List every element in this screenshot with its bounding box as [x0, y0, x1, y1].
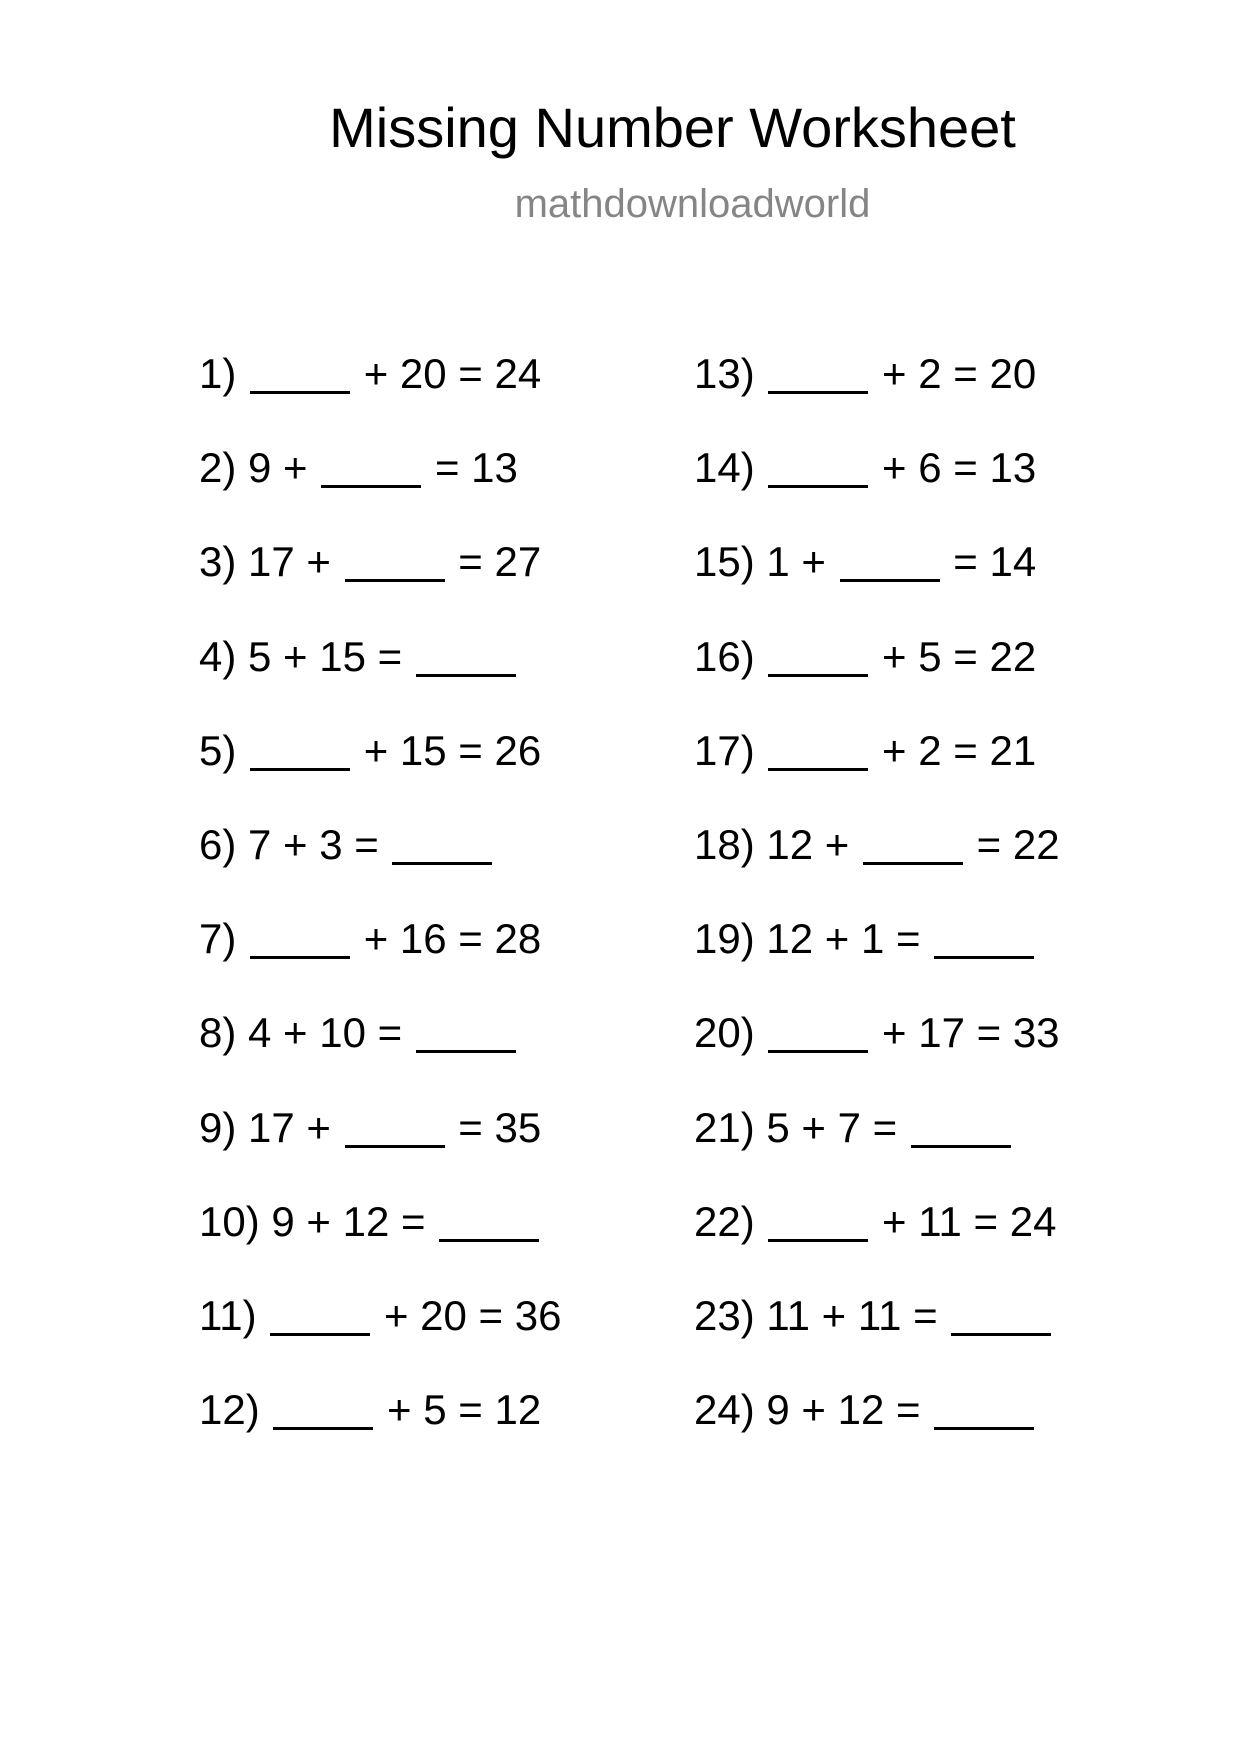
problem-column-left — [199, 344, 561, 1474]
problem-item — [199, 627, 561, 721]
problem-number: 3) — [199, 538, 237, 586]
problem-item — [199, 438, 561, 532]
equation-part: = 22 — [976, 820, 1060, 868]
equation-part: = 35 — [458, 1103, 542, 1151]
answer-blank[interactable] — [768, 727, 868, 771]
problem-number: 1) — [199, 350, 237, 397]
equation-part: 5 + 7 = — [766, 1103, 898, 1151]
problem-number: 8) — [199, 1009, 237, 1057]
problem-number: 24) — [694, 1386, 755, 1434]
equation-part: 17 + — [248, 1103, 331, 1151]
equation-part: + 11 = 24 — [882, 1197, 1057, 1245]
equation-part: + 6 = 13 — [882, 444, 1037, 492]
equation-part: 7 + 3 = — [248, 820, 379, 868]
problem-item — [199, 909, 561, 1003]
problem-number: 23) — [694, 1291, 755, 1339]
problem-number: 21) — [694, 1103, 755, 1151]
problem-number: 7) — [199, 915, 237, 963]
problem-number: 22) — [694, 1197, 755, 1245]
equation-part: + 2 = 20 — [882, 350, 1037, 397]
problem-number: 9) — [199, 1103, 237, 1151]
equation-part: 9 + 12 = — [271, 1197, 426, 1245]
equation-part: + 20 = 36 — [383, 1291, 562, 1339]
answer-blank[interactable] — [768, 444, 868, 488]
problem-item — [694, 1003, 1060, 1097]
problem-item — [694, 909, 1060, 1003]
answer-blank[interactable] — [863, 821, 963, 865]
equation-part: = 27 — [458, 538, 542, 586]
problem-item — [694, 1192, 1060, 1286]
equation-part: + 20 = 24 — [363, 350, 542, 397]
answer-blank[interactable] — [768, 1009, 868, 1053]
equation-part: + 16 = 28 — [363, 915, 542, 963]
problem-item — [199, 1192, 561, 1286]
equation-part: = 13 — [434, 444, 518, 492]
answer-blank[interactable] — [392, 821, 492, 865]
problem-item — [199, 815, 561, 909]
problem-item — [199, 1003, 561, 1097]
answer-blank[interactable] — [934, 1386, 1034, 1430]
equation-part: = 14 — [953, 538, 1037, 586]
answer-blank[interactable] — [951, 1292, 1051, 1336]
answer-blank[interactable] — [416, 633, 516, 677]
answer-blank[interactable] — [768, 350, 868, 394]
problem-number: 17) — [694, 726, 755, 774]
problem-item — [199, 721, 561, 815]
problem-item — [694, 721, 1060, 815]
answer-blank[interactable] — [439, 1198, 539, 1242]
answer-blank[interactable] — [250, 915, 350, 959]
problem-item — [694, 627, 1060, 721]
equation-part: 12 + — [766, 820, 850, 868]
answer-blank[interactable] — [345, 538, 445, 582]
equation-part: + 15 = 26 — [363, 726, 542, 774]
equation-part: + 2 = 21 — [882, 726, 1037, 774]
equation-part: 12 + 1 = — [766, 915, 921, 963]
answer-blank[interactable] — [273, 1386, 373, 1430]
problem-item — [199, 1286, 561, 1380]
answer-blank[interactable] — [270, 1292, 370, 1336]
equation-part: 11 + 11 = — [766, 1291, 938, 1339]
equation-part: 1 + — [766, 538, 826, 586]
problem-number: 5) — [199, 726, 237, 774]
problem-number: 6) — [199, 820, 237, 868]
problem-item — [199, 1098, 561, 1192]
problem-item — [694, 438, 1060, 532]
problem-item — [694, 1286, 1060, 1380]
answer-blank[interactable] — [416, 1009, 516, 1053]
problem-column-right — [694, 344, 1060, 1474]
problem-number: 15) — [694, 538, 755, 586]
problem-number: 12) — [199, 1386, 260, 1434]
problem-item — [694, 1380, 1060, 1474]
problem-number: 20) — [694, 1009, 755, 1057]
worksheet-subtitle: mathdownloadworld — [514, 182, 871, 226]
problem-number: 19) — [694, 915, 755, 963]
equation-part: 9 + 12 = — [766, 1386, 921, 1434]
problem-number: 16) — [694, 632, 755, 680]
answer-blank[interactable] — [250, 727, 350, 771]
equation-part: 5 + 15 = — [248, 632, 403, 680]
problem-item — [199, 1380, 561, 1474]
problem-item — [694, 344, 1060, 438]
problem-number: 4) — [199, 632, 237, 680]
problem-item — [199, 532, 561, 626]
problem-item — [694, 1098, 1060, 1192]
answer-blank[interactable] — [840, 538, 940, 582]
equation-part: 17 + — [248, 538, 331, 586]
problem-item — [694, 815, 1060, 909]
answer-blank[interactable] — [934, 915, 1034, 959]
problem-number: 11) — [199, 1291, 257, 1339]
equation-part: 4 + 10 = — [248, 1009, 403, 1057]
problem-number: 13) — [694, 350, 755, 397]
problem-number: 2) — [199, 444, 237, 492]
answer-blank[interactable] — [345, 1104, 445, 1148]
equation-part: + 5 = 22 — [882, 632, 1037, 680]
answer-blank[interactable] — [250, 350, 350, 394]
problem-number: 18) — [694, 820, 755, 868]
answer-blank[interactable] — [321, 444, 421, 488]
problem-item — [694, 532, 1060, 626]
equation-part: + 5 = 12 — [387, 1386, 542, 1434]
answer-blank[interactable] — [768, 1198, 868, 1242]
answer-blank[interactable] — [911, 1104, 1011, 1148]
equation-part: + 17 = 33 — [882, 1009, 1060, 1057]
problem-number: 14) — [694, 444, 755, 492]
worksheet-title: Missing Number Worksheet — [329, 96, 1016, 159]
answer-blank[interactable] — [768, 633, 868, 677]
equation-part: 9 + — [248, 444, 308, 492]
problem-number: 10) — [199, 1197, 260, 1245]
problem-item — [199, 344, 561, 438]
